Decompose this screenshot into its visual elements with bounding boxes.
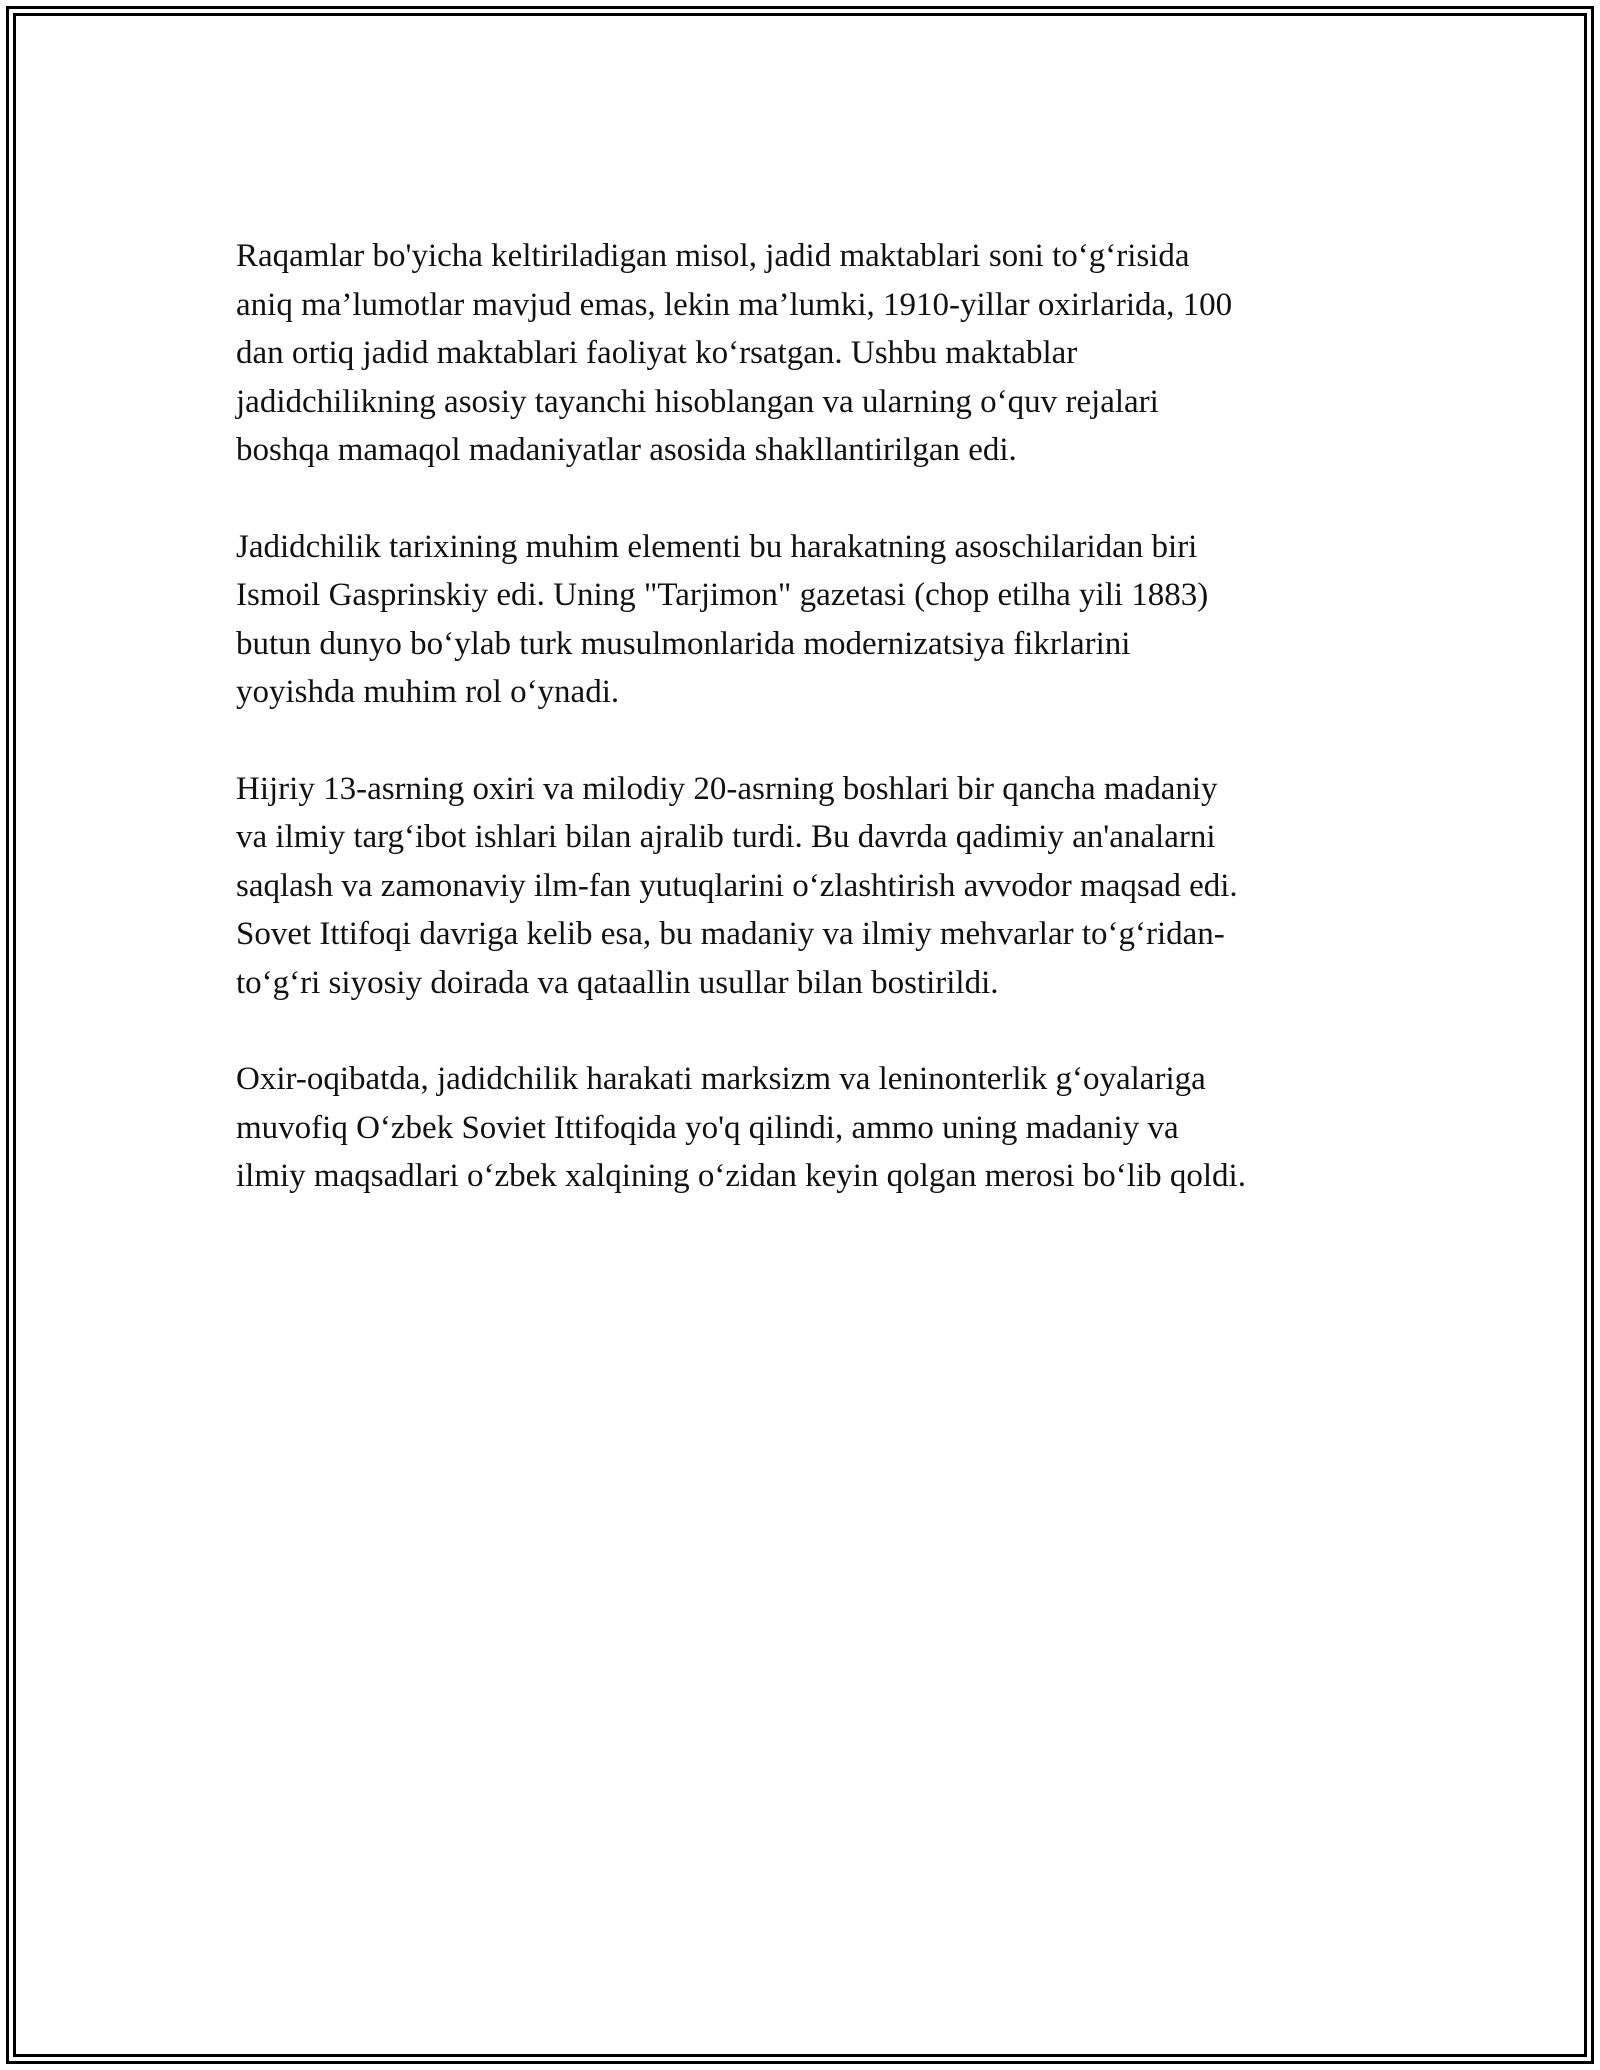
text-line: jadidchilikning asosiy tayanchi hisoblangan va ularning o‘quv rejalari xyxy=(236,383,1159,420)
text-line: boshqa mamaqol madaniyatlar asosida shakllantirilgan edi. xyxy=(236,432,1017,468)
text-line: ilmiy maqsadlari o‘zbek xalqining o‘zidan keyin qolgan merosi bo‘lib qoldi. xyxy=(236,1158,1246,1194)
paragraph-4 xyxy=(236,1055,1386,1201)
text-line: Jadidchilik tarixining muhim elementi bu harakatning asoschilaridan biri xyxy=(236,528,1198,565)
text-line: Sovet Ittifoqi davriga kelib esa, bu madaniy va ilmiy mehvarlar to‘g‘ridan- xyxy=(236,916,1225,952)
document-body xyxy=(236,232,1386,1249)
paragraph-3 xyxy=(236,765,1386,1008)
text-line: butun dunyo bo‘ylab turk musulmonlarida modernizatsiya fikrlarini xyxy=(236,625,1131,662)
text-line: Hijriy 13-asrning oxiri va milodiy 20-asrning boshlari bir qancha madaniy xyxy=(236,770,1218,807)
text-line: Oxir-oqibatda, jadidchilik harakati marksizm va leninonterlik g‘oyalariga xyxy=(236,1061,1206,1097)
text-line: Ismoil Gasprinskiy edi. Uning "Tarjimon" gazetasi (chop etilha yili 1883) xyxy=(236,577,1209,613)
paragraph-2 xyxy=(236,523,1386,717)
text-line: to‘g‘ri siyosiy doirada va qataallin usullar bilan bostirildi. xyxy=(236,964,999,1001)
text-line: va ilmiy targ‘ibot ishlari bilan ajralib turdi. Bu davrda qadimiy an'analarni xyxy=(236,819,1216,855)
paragraph-1 xyxy=(236,232,1386,475)
text-line: dan ortiq jadid maktablari faoliyat ko‘rsatgan. Ushbu maktablar xyxy=(236,335,1078,371)
text-line: muvofiq O‘zbek Soviet Ittifoqida yo'q qilindi, ammo uning madaniy va xyxy=(236,1109,1179,1146)
text-line: yoyishda muhim rol o‘ynadi. xyxy=(236,674,620,710)
text-line: saqlash va zamonaviy ilm-fan yutuqlarini o‘zlashtirish avvodor maqsad edi. xyxy=(236,867,1238,904)
text-line: Raqamlar bo'yicha keltiriladigan misol, jadid maktablari soni to‘g‘risida xyxy=(236,238,1190,274)
text-line: aniq ma’lumotlar mavjud emas, lekin ma’lumki, 1910-yillar oxirlarida, 100 xyxy=(236,286,1233,323)
